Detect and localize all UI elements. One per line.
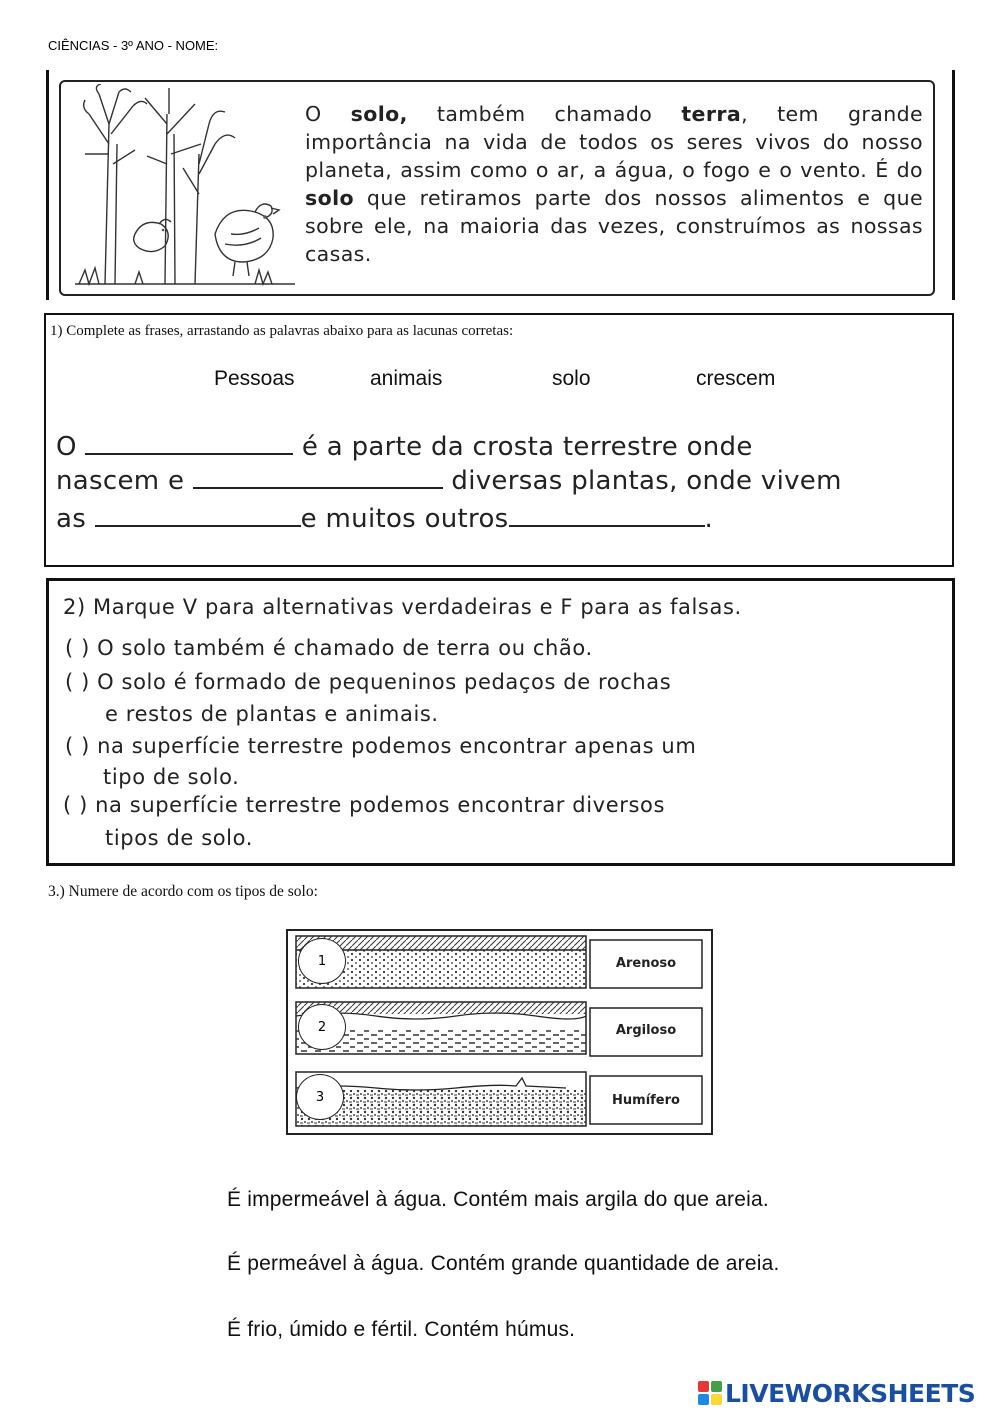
blank-3[interactable] bbox=[95, 503, 301, 527]
liveworksheets-logo-icon bbox=[697, 1380, 723, 1406]
liveworksheets-logo bbox=[697, 1378, 975, 1408]
sentence-line-3: as e muitos outros . bbox=[56, 504, 714, 534]
true-false-item-3-cont: tipo de solo. bbox=[103, 765, 240, 789]
blank-4[interactable] bbox=[509, 503, 705, 527]
highlight-solo-2: solo bbox=[305, 186, 354, 210]
soil-number-2[interactable]: 2 bbox=[298, 1004, 346, 1050]
question-3-title: 3.) Numere de acordo com os tipos de solo: bbox=[48, 883, 318, 900]
true-false-item-2[interactable]: ( ) O solo é formado de pequeninos pedaços de rochas bbox=[65, 670, 672, 694]
intro-box bbox=[46, 70, 955, 300]
soil-statement-2[interactable]: É permeável à água. Contém grande quantidade de areia. bbox=[227, 1252, 780, 1275]
true-false-item-1[interactable]: ( ) O solo também é chamado de terra ou chão. bbox=[65, 636, 593, 660]
soil-number-1[interactable]: 1 bbox=[298, 938, 346, 984]
sentence-line-1: O é a parte da crosta terrestre onde bbox=[56, 432, 753, 462]
question-2-title: 2) Marque V para alternativas verdadeiras e F para as falsas. bbox=[63, 595, 742, 619]
soil-label-argiloso: Argiloso bbox=[615, 1023, 677, 1038]
soil-number-3[interactable]: 3 bbox=[296, 1074, 344, 1120]
highlight-terra: terra bbox=[681, 102, 742, 126]
soil-statement-1[interactable]: É impermeável à água. Contém mais argila do que areia. bbox=[227, 1188, 769, 1211]
blank-2[interactable] bbox=[193, 465, 443, 489]
liveworksheets-logo-text: LIVEWORKSHEETS bbox=[725, 1378, 976, 1408]
drag-word-animais[interactable]: animais bbox=[370, 367, 443, 390]
question-1-title: 1) Complete as frases, arrastando as palavras abaixo para as lacunas corretas: bbox=[50, 323, 514, 339]
worksheet-header: CIÊNCIAS - 3º ANO - NOME: bbox=[48, 38, 219, 53]
soil-types-diagram bbox=[286, 928, 714, 1138]
question-2-box bbox=[46, 578, 955, 866]
drag-word-crescem[interactable]: crescem bbox=[696, 367, 776, 390]
drag-word-solo[interactable]: solo bbox=[552, 367, 591, 390]
soil-label-arenoso: Arenoso bbox=[615, 956, 677, 971]
intro-paragraph: O solo, também chamado terra, tem grande importância na vida de todos os seres vivos do nosso planeta, assim como o ar, a água, o fogo e o vento. É do solo que retiramos parte dos nossos alimentos e que sobre ele, na maioria das vezes, construímos as nossas casas. bbox=[305, 102, 924, 266]
true-false-item-2-cont: e restos de plantas e animais. bbox=[105, 702, 439, 726]
question-1-box bbox=[44, 313, 954, 567]
true-false-item-3[interactable]: ( ) na superfície terrestre podemos encontrar apenas um bbox=[65, 734, 697, 758]
true-false-item-4-cont: tipos de solo. bbox=[105, 826, 253, 850]
farm-illustration bbox=[75, 84, 295, 290]
highlight-solo: solo, bbox=[350, 102, 408, 126]
drag-word-pessoas[interactable]: Pessoas bbox=[214, 367, 295, 390]
blank-1[interactable] bbox=[85, 431, 293, 455]
intro-inner-frame bbox=[59, 80, 935, 296]
sentence-line-2: nascem e diversas plantas, onde vivem bbox=[56, 466, 842, 496]
true-false-item-4[interactable]: ( ) na superfície terrestre podemos encontrar diversos bbox=[63, 793, 665, 817]
soil-label-humifero: Humífero bbox=[612, 1093, 680, 1108]
soil-statement-3[interactable]: É frio, úmido e fértil. Contém húmus. bbox=[227, 1318, 576, 1341]
